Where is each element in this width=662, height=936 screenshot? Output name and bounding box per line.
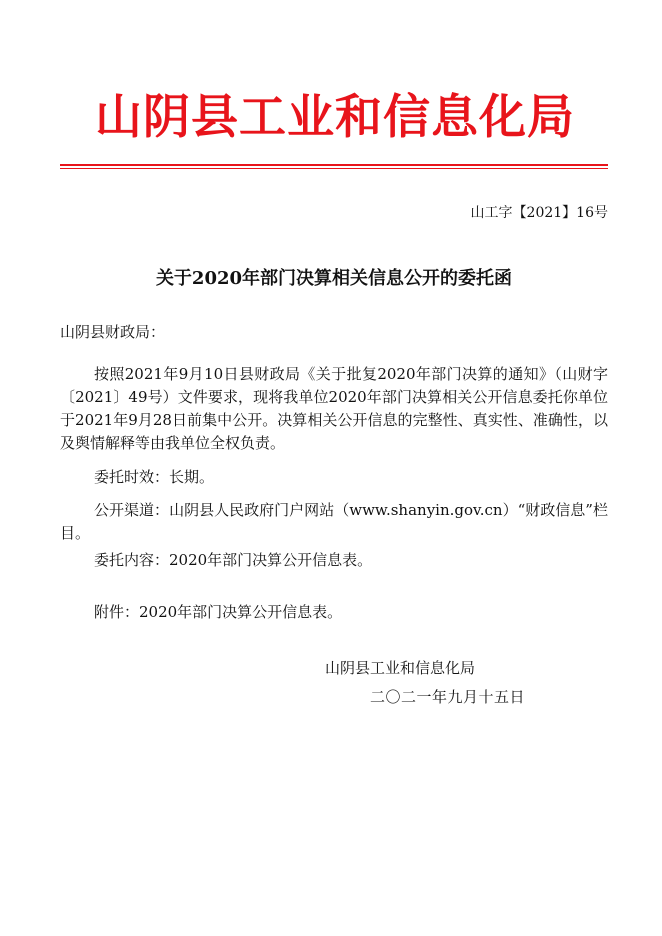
attachment-paragraph: 附件：2020年部门决算公开信息表。 [94, 603, 343, 621]
body-paragraph: 按照2021年9月10日县财政局《关于批复2020年部门决算的通知》（山财字〔2021〕49号）文件要求，现将我单位2020年部门决算相关公开信息委托你单位于2021年9月28日前集中公开。决算相关公开信息的完整性、真实性、准确性，以及舆情解释等由我单位全权负责。 [60, 365, 608, 452]
header-rule-thick [60, 164, 608, 166]
signature-organization: 山阴县工业和信息化局 [325, 659, 476, 677]
document-number: 山工字【2021】16号 [470, 205, 608, 221]
content-paragraph: 委托内容：2020年部门决算公开信息表。 [94, 551, 373, 569]
document-subject: 关于2020年部门决算相关信息公开的委托函 [155, 268, 513, 289]
addressee: 山阴县财政局： [60, 323, 166, 341]
channel-paragraph: 公开渠道：山阴县人民政府门户网站（www.shanyin.gov.cn）“财政信息”栏目。 [60, 501, 608, 542]
signature-date: 二〇二一年九月十五日 [370, 688, 526, 706]
header-rule-thin [60, 168, 608, 169]
validity-paragraph: 委托时效：长期。 [94, 468, 215, 486]
issuing-agency-header: 山阴县工业和信息化局 [95, 90, 575, 145]
